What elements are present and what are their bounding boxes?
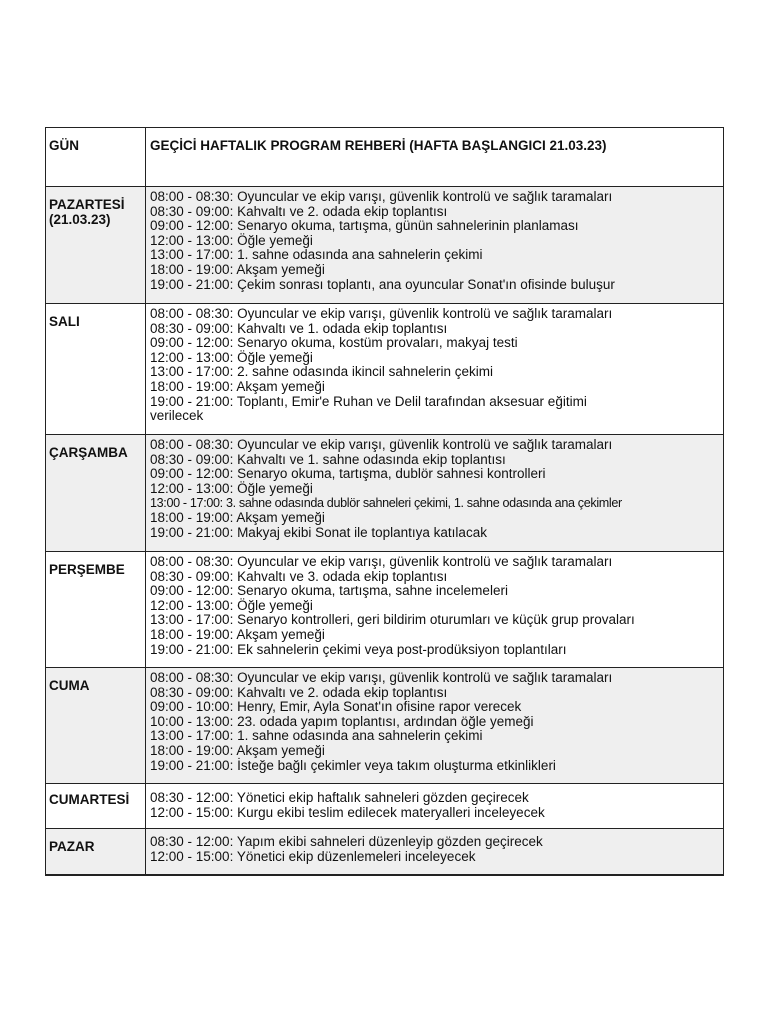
- schedule-entry: 12:00 - 13:00: Öğle yemeği: [150, 232, 313, 248]
- header-row: [46, 128, 724, 187]
- schedule-entry: 12:00 - 13:00: Öğle yemeği: [150, 480, 313, 496]
- day-name: CUMA: [49, 678, 90, 693]
- day-name-cell: [46, 435, 146, 552]
- schedule-entry: 12:00 - 15:00: Kurgu ekibi teslim edilecek materyalleri inceleyecek: [150, 804, 545, 820]
- day-name: PAZAR: [49, 839, 95, 854]
- day-plan-cell: [146, 552, 724, 668]
- schedule-entry: 08:00 - 08:30: Oyuncular ve ekip varışı, güvenlik kontrolü ve sağlık taramaları: [150, 306, 613, 321]
- schedule-entry: 13:00 - 17:00: Senaryo kontrolleri, geri bildirim oturumları ve küçük grup provaları: [150, 612, 635, 628]
- schedule-entry: 09:00 - 10:00: Henry, Emir, Ayla Sonat'ın ofisine rapor verecek: [150, 699, 522, 715]
- schedule-title: GEÇİCİ HAFTALIK PROGRAM REHBERİ (HAFTA BAŞLANGICI 21.03.23): [146, 128, 724, 187]
- day-row-monday: [46, 187, 724, 304]
- day-row-tuesday: [46, 304, 724, 435]
- day-row-saturday: [46, 784, 724, 829]
- day-plan-cell: [146, 304, 724, 435]
- schedule-entry: 19:00 - 21:00: Makyaj ekibi Sonat ile toplantıya katılacak: [150, 524, 487, 540]
- schedule-entry: 12:00 - 13:00: Öğle yemeği: [150, 349, 313, 365]
- schedule-entry: 13:00 - 17:00: 1. sahne odasında ana sahnelerin çekimi: [150, 728, 483, 744]
- weekly-schedule-table: [45, 127, 724, 876]
- schedule-entry: 09:00 - 12:00: Senaryo okuma, tartışma, günün sahnelerinin planlaması: [150, 218, 579, 234]
- schedule-entry: 08:30 - 09:00: Kahvaltı ve 3. odada ekip toplantısı: [150, 568, 448, 584]
- day-name: PAZARTESİ: [49, 197, 125, 212]
- day-name-cell: [46, 187, 146, 304]
- schedule-entry: 19:00 - 21:00: Toplantı, Emir'e Ruhan ve Delil tarafından aksesuar eğitimi verilecek: [150, 393, 587, 424]
- schedule-entry: 08:00 - 08:30: Oyuncular ve ekip varışı, güvenlik kontrolü ve sağlık taramaları: [150, 437, 613, 452]
- day-row-sunday: [46, 829, 724, 875]
- schedule-entry: 13:00 - 17:00: 2. sahne odasında ikincil sahnelerin çekimi: [150, 364, 493, 380]
- schedule-entry: 09:00 - 12:00: Senaryo okuma, tartışma, dublör sahnesi kontrolleri: [150, 466, 546, 482]
- schedule-entry: 08:00 - 08:30: Oyuncular ve ekip varışı, güvenlik kontrolü ve sağlık taramaları: [150, 189, 613, 204]
- day-name-cell: [46, 552, 146, 668]
- schedule-entry: 09:00 - 12:00: Senaryo okuma, kostüm provaları, makyaj testi: [150, 335, 518, 351]
- schedule-entry: 18:00 - 19:00: Akşam yemeği: [150, 261, 325, 277]
- day-name-cell: [46, 784, 146, 829]
- day-name-cell: [46, 304, 146, 435]
- schedule-entry: 08:00 - 08:30: Oyuncular ve ekip varışı, güvenlik kontrolü ve sağlık taramaları: [150, 554, 613, 569]
- schedule-entry: 18:00 - 19:00: Akşam yemeği: [150, 626, 325, 642]
- day-row-thursday: [46, 552, 724, 668]
- day-row-wednesday: [46, 435, 724, 552]
- schedule-entry: 19:00 - 21:00: İsteğe bağlı çekimler veya takım oluşturma etkinlikleri: [150, 757, 556, 773]
- schedule-entry: 13:00 - 17:00: 3. sahne odasında dublör sahneleri çekimi, 1. sahne odasında ana çekimler: [150, 496, 622, 511]
- schedule-entry: 08:30 - 12:00: Yapım ekibi sahneleri düzenleyip gözden geçirecek: [150, 834, 543, 849]
- day-column-header: GÜN: [46, 128, 146, 187]
- schedule-entry: 12:00 - 13:00: Öğle yemeği: [150, 597, 313, 613]
- day-plan-cell: [146, 784, 724, 829]
- schedule-entry: 08:30 - 09:00: Kahvaltı ve 2. odada ekip toplantısı: [150, 203, 448, 219]
- day-plan-cell: [146, 187, 724, 304]
- schedule-entry: 19:00 - 21:00: Ek sahnelerin çekimi veya post-prodüksiyon toplantıları: [150, 641, 567, 657]
- schedule-entry: 13:00 - 17:00: 1. sahne odasında ana sahnelerin çekimi: [150, 247, 483, 263]
- schedule-entry: 08:30 - 09:00: Kahvaltı ve 1. sahne odasında ekip toplantısı: [150, 451, 506, 467]
- day-date: (21.03.23): [49, 212, 111, 227]
- schedule-entry: 18:00 - 19:00: Akşam yemeği: [150, 742, 325, 758]
- day-plan-cell: [146, 829, 724, 875]
- schedule-entry: 08:30 - 12:00: Yönetici ekip haftalık sahneleri gözden geçirecek: [150, 790, 529, 805]
- schedule-entry: 18:00 - 19:00: Akşam yemeği: [150, 509, 325, 525]
- day-name: CUMARTESİ: [49, 792, 130, 807]
- day-plan-cell: [146, 435, 724, 552]
- day-name: SALI: [49, 314, 80, 329]
- schedule-entry: 08:30 - 09:00: Kahvaltı ve 1. odada ekip toplantısı: [150, 320, 448, 336]
- schedule-entry: 08:30 - 09:00: Kahvaltı ve 2. odada ekip toplantısı: [150, 684, 448, 700]
- day-name-cell: [46, 668, 146, 784]
- schedule-entry: 19:00 - 21:00: Çekim sonrası toplantı, ana oyuncular Sonat'ın ofisinde buluşur: [150, 276, 615, 292]
- schedule-entry: 12:00 - 15:00: Yönetici ekip düzenlemeleri inceleyecek: [150, 848, 476, 864]
- day-name: ÇARŞAMBA: [49, 445, 128, 460]
- schedule-entry: 08:00 - 08:30: Oyuncular ve ekip varışı, güvenlik kontrolü ve sağlık taramaları: [150, 670, 613, 685]
- schedule-entry: 18:00 - 19:00: Akşam yemeği: [150, 378, 325, 394]
- day-name: PERŞEMBE: [49, 562, 125, 577]
- day-row-friday: [46, 668, 724, 784]
- schedule-entry: 09:00 - 12:00: Senaryo okuma, tartışma, sahne incelemeleri: [150, 583, 508, 599]
- schedule-entry: 10:00 - 13:00: 23. odada yapım toplantısı, ardından öğle yemeği: [150, 713, 534, 729]
- day-name-cell: [46, 829, 146, 875]
- day-plan-cell: [146, 668, 724, 784]
